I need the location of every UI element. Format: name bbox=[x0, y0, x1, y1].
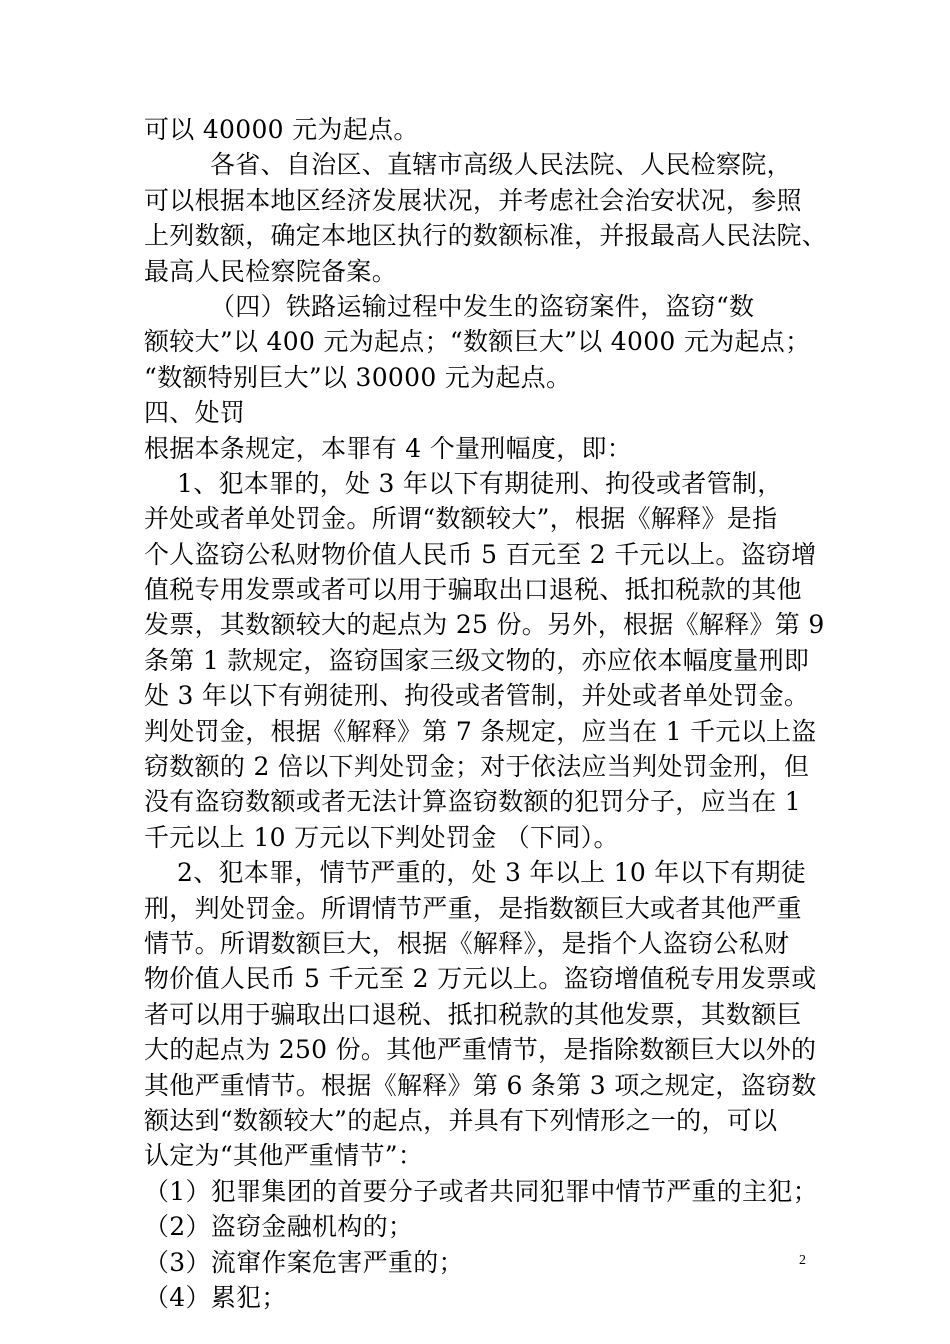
list-item: （4）累犯； bbox=[144, 1282, 287, 1312]
text-line: 各省、自治区、直辖市高级人民法院、人民检察院， bbox=[144, 150, 792, 180]
text-line: 额达到“数额较大”的起点，并具有下列情形之一的，可以 bbox=[144, 1105, 778, 1135]
text-line: 上列数额，确定本地区执行的数额标准，并报最高人民法院、 bbox=[144, 221, 828, 251]
page-number: 2 bbox=[799, 1253, 806, 1268]
text-line: 额较大”以 400 元为起点；“数额巨大”以 4000 元为起点； bbox=[144, 327, 811, 357]
text-line: 发票，其数额较大的起点为 25 份。另外，根据《解释》第 9 bbox=[144, 610, 825, 640]
text-line: 千元以上 10 万元以下判处罚金 （下同）。 bbox=[144, 822, 619, 852]
text-line: 最高人民检察院备案。 bbox=[144, 256, 398, 286]
text-line: 处 3 年以下有朔徒刑、拘役或者管制，并处或者单处罚金。 bbox=[144, 681, 810, 711]
text-line: 刑，判处罚金。所谓情节严重，是指数额巨大或者其他严重 bbox=[144, 893, 802, 923]
list-item: （1）犯罪集团的首要分子或者共同犯罪中情节严重的主犯； bbox=[144, 1176, 819, 1206]
text-line: 可以 40000 元为起点。 bbox=[144, 115, 419, 144]
text-line: 物价值人民币 5 千元至 2 万元以上。盗窃增值税专用发票或 bbox=[144, 964, 817, 994]
text-line: 其他严重情节。根据《解释》第 6 条第 3 项之规定，盗窃数 bbox=[144, 1070, 817, 1100]
section-heading: 四、处罚 bbox=[144, 398, 246, 428]
text-line: “数额特别巨大”以 30000 元为起点。 bbox=[144, 362, 572, 392]
text-line: 并处或者单处罚金。所谓“数额较大”，根据《解释》是指 bbox=[144, 504, 778, 534]
text-line: 个人盗窃公私财物价值人民币 5 百元至 2 千元以上。盗窃增 bbox=[144, 539, 817, 569]
list-item: （2）盗窃金融机构的； bbox=[144, 1212, 414, 1242]
text-line: 1、犯本罪的，处 3 年以下有期徒刑、拘役或者管制， bbox=[144, 468, 783, 498]
text-line: 者可以用于骗取出口退税、抵扣税款的其他发票，其数额巨 bbox=[144, 999, 802, 1029]
list-item: （3）流窜作案危害严重的； bbox=[144, 1247, 464, 1277]
text-line: 2、犯本罪，情节严重的，处 3 年以上 10 年以下有期徒 bbox=[144, 858, 807, 888]
text-line: 情节。所谓数额巨大，根据《解释》，是指个人盗窃公私财 bbox=[144, 928, 790, 958]
text-line: 没有盗窃数额或者无法计算盗窃数额的犯罚分子，应当在 1 bbox=[144, 787, 801, 817]
text-line: 判处罚金，根据《解释》第 7 条规定，应当在 1 千元以上盗 bbox=[144, 716, 817, 746]
text-line: 值税专用发票或者可以用于骗取出口退税、抵扣税款的其他 bbox=[144, 575, 802, 605]
body-text bbox=[144, 112, 828, 1315]
text-line: 可以根据本地区经济发展状况，并考虑社会治安状况，参照 bbox=[144, 185, 802, 215]
text-line: 条第 1 款规定，盗窃国家三级文物的，亦应依本幅度量刑即 bbox=[144, 645, 810, 675]
text-line: 认定为“其他严重情节”： bbox=[144, 1141, 424, 1171]
text-line: 窃数额的 2 倍以下判处罚金；对于依法应当判处罚金刑，但 bbox=[144, 752, 810, 782]
text-line: 根据本条规定，本罪有 4 个量刑幅度，即： bbox=[144, 433, 633, 463]
text-line: （四）铁路运输过程中发生的盗窃案件，盗窃“数 bbox=[144, 291, 755, 321]
text-line: 大的起点为 250 份。其他严重情节，是指除数额巨大以外的 bbox=[144, 1035, 817, 1065]
